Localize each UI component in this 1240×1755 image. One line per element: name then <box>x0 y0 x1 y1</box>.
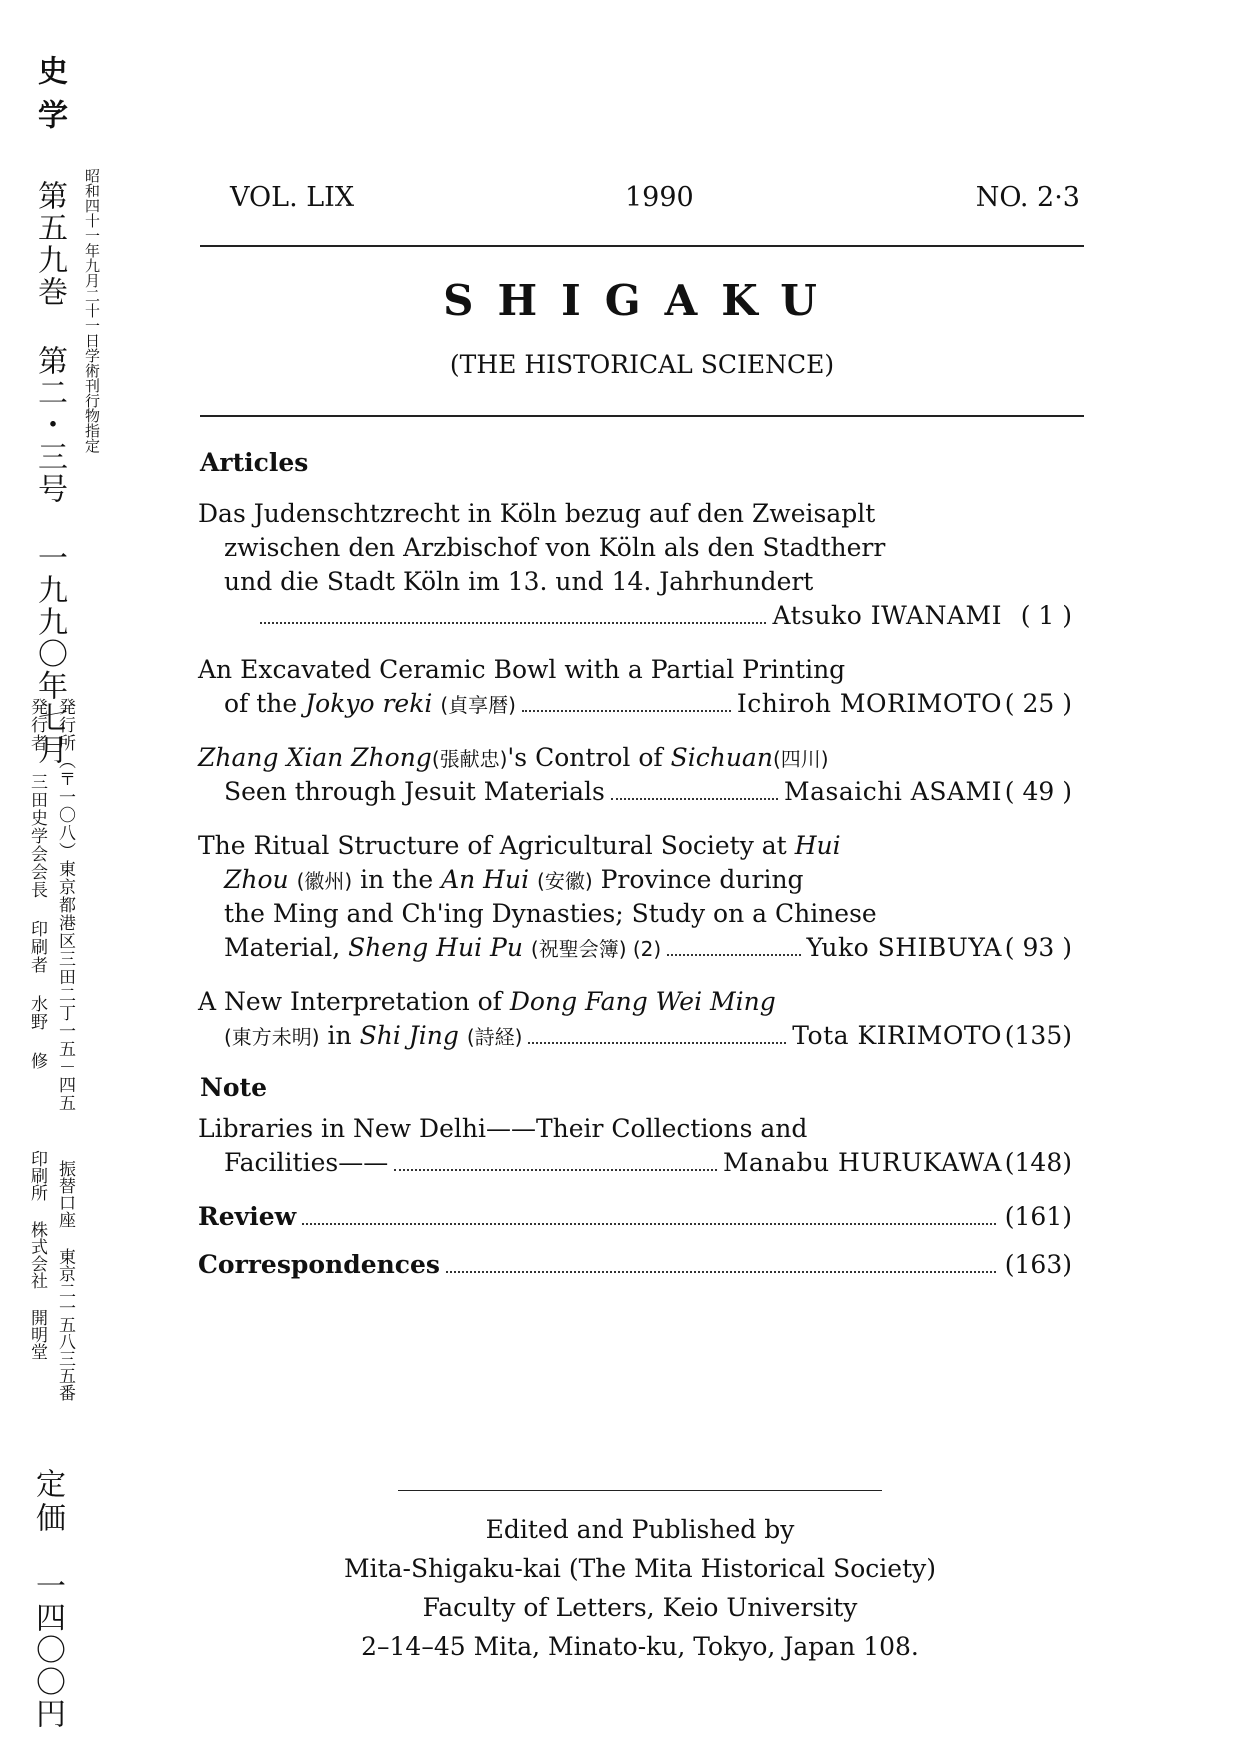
footer-line: 2–14–45 Mita, Minato-ku, Tokyo, Japan 108. <box>361 1632 919 1661</box>
spine-price-value: 一四〇〇円 <box>30 1570 65 1730</box>
spine <box>0 0 120 1755</box>
entry-title-text: A New Interpretation of <box>198 987 510 1016</box>
entry-title-text: of the <box>224 689 306 718</box>
entry-title-italic: Hui <box>794 831 841 860</box>
dot-leader <box>611 798 778 800</box>
entry-author-line <box>198 687 1072 721</box>
entry-page: ( 1 ) <box>1020 601 1072 630</box>
journal-subtitle: (THE HISTORICAL SCIENCE) <box>449 350 835 379</box>
review-label: Review <box>198 1202 297 1231</box>
dot-leader <box>522 710 731 712</box>
toc-entry <box>198 653 1072 721</box>
entry-author: Masaichi ASAMI <box>784 777 1002 806</box>
number-label: NO. 2·3 <box>975 182 1080 213</box>
entry-author: Atsuko IWANAMI <box>772 601 1002 630</box>
entry-title-line: Das Judenschtzrecht in Köln bezug auf den Zweisaplt <box>198 499 876 528</box>
footer-line: Edited and Published by <box>485 1515 795 1544</box>
entry-title-text: Seen through Jesuit Materials <box>224 777 605 806</box>
entry-page: ( 25 ) <box>1004 689 1072 718</box>
issue-header <box>200 182 1080 222</box>
entry-page: (161) <box>1004 1202 1072 1231</box>
entry-title-italic: An Hui <box>441 865 530 894</box>
entry-title-italic: Sichuan <box>670 743 773 772</box>
entry-title-cjk: (安徽) <box>537 869 593 893</box>
entry-author: Yuko SHIBUYA <box>806 933 1002 962</box>
footer-divider <box>398 1490 882 1491</box>
year-label: 1990 <box>625 182 694 213</box>
entry-title-cjk: (張献忠) <box>431 747 508 771</box>
dot-leader <box>394 1169 717 1171</box>
dot-leader <box>446 1271 996 1273</box>
entry-title-italic: Shi Jing <box>359 1021 459 1050</box>
note-heading: Note <box>200 1073 267 1102</box>
dot-leader <box>260 622 766 624</box>
correspondences-label: Correspondences <box>198 1250 440 1279</box>
entry-title-text: in the <box>352 865 442 894</box>
entry-title-cjk: (四川) <box>772 747 829 771</box>
entry-page: (148) <box>1004 1148 1072 1177</box>
entry-author-line <box>198 931 1072 965</box>
spine-publisher-address: 発行所（〒一〇八）東京都港区三田二丁一五－四五 <box>55 698 75 1112</box>
entry-title-italic: Zhou <box>224 865 289 894</box>
entry-title-text: The Ritual Structure of Agricultural Society at <box>198 831 795 860</box>
spine-journal-title: 史学 <box>32 55 67 143</box>
toc-entry <box>198 829 1072 965</box>
entry-title-text: in <box>319 1021 360 1050</box>
entry-title-italic: Zhang Xian Zhong <box>198 743 432 772</box>
entry-author-line <box>198 599 1072 633</box>
spine-designation: 昭和四十一年九月二十一日学術刊行物指定 <box>83 168 101 453</box>
dot-leader <box>302 1223 996 1225</box>
entry-page: ( 49 ) <box>1004 777 1072 806</box>
spine-printer: 印刷所 株式会社 開明堂 <box>27 1150 47 1360</box>
entry-title-line: An Excavated Ceramic Bowl with a Partial Printing <box>198 655 846 684</box>
entry-title-line: the Ming and Ch'ing Dynasties; Study on a Chinese <box>224 899 877 928</box>
toc-entry <box>198 1112 1072 1180</box>
top-divider <box>200 245 1084 247</box>
entry-author: Ichiroh MORIMOTO <box>736 689 1002 718</box>
toc-entry <box>198 985 1072 1053</box>
toc-entry <box>198 1248 1072 1282</box>
correspondences-line <box>198 1248 1072 1282</box>
entry-title-line <box>198 863 1072 897</box>
journal-title: SHIGAKU <box>443 276 841 325</box>
entry-title-line: und die Stadt Köln im 13. und 14. Jahrhundert <box>224 567 814 596</box>
entry-title-line <box>198 985 1072 1019</box>
entry-title-text: Material, <box>224 933 349 962</box>
toc-entry <box>198 1200 1072 1234</box>
entry-page: (135) <box>1004 1021 1072 1050</box>
toc-entry <box>198 497 1072 633</box>
entry-title-part: (2) <box>626 937 662 961</box>
entry-author: Tota KIRIMOTO <box>792 1021 1002 1050</box>
spine-price-label: 定価 <box>30 1468 65 1536</box>
entry-title-line <box>198 829 1072 863</box>
table-of-contents <box>198 448 1072 1302</box>
entry-title-italic: Jokyo reki <box>305 689 433 718</box>
entry-title-text: 's Control of <box>507 743 671 772</box>
entry-title-cjk: (祝聖会簿) <box>530 937 627 961</box>
spine-issue: 第五九巻 第二・三号 一九九〇年七月 <box>32 180 67 766</box>
title-divider <box>200 415 1084 417</box>
dot-leader <box>667 954 800 956</box>
entry-title-cjk: (徽州) <box>296 869 353 893</box>
spine-publisher: 発行者 三田史学会会長 印刷者 水野 修 <box>27 698 47 1070</box>
entry-page: (163) <box>1004 1250 1072 1279</box>
spine-account: 振替口座 東京二一五八三五番 <box>55 1160 75 1401</box>
entry-title-cjk: (東方未明) <box>224 1025 320 1049</box>
entry-title-line: Libraries in New Delhi——Their Collections and <box>198 1114 808 1143</box>
review-line <box>198 1200 1072 1234</box>
entry-author-line <box>198 1019 1072 1053</box>
entry-author: Manabu HURUKAWA <box>722 1148 1002 1177</box>
toc-entry <box>198 741 1072 809</box>
entry-title-italic: Sheng Hui Pu <box>348 933 523 962</box>
articles-heading: Articles <box>200 448 309 477</box>
entry-title-text: Facilities—— <box>224 1148 389 1177</box>
entry-title-line <box>198 741 1072 775</box>
footer-line: Mita-Shigaku-kai (The Mita Historical Society) <box>344 1554 936 1583</box>
entry-title-line: zwischen den Arzbischof von Köln als den Stadtherr <box>224 533 886 562</box>
entry-author-line <box>198 775 1072 809</box>
entry-title-cjk: (詩経) <box>466 1025 523 1049</box>
publisher-footer <box>200 1510 1080 1666</box>
dot-leader <box>528 1042 786 1044</box>
entry-title-text: Province during <box>592 865 804 894</box>
entry-author-line <box>198 1146 1072 1180</box>
footer-line: Faculty of Letters, Keio University <box>422 1593 858 1622</box>
entry-title-italic: Dong Fang Wei Ming <box>509 987 776 1016</box>
entry-page: ( 93 ) <box>1004 933 1072 962</box>
volume-label: VOL. LIX <box>230 182 355 213</box>
entry-title-cjk: (貞享暦) <box>440 693 516 717</box>
